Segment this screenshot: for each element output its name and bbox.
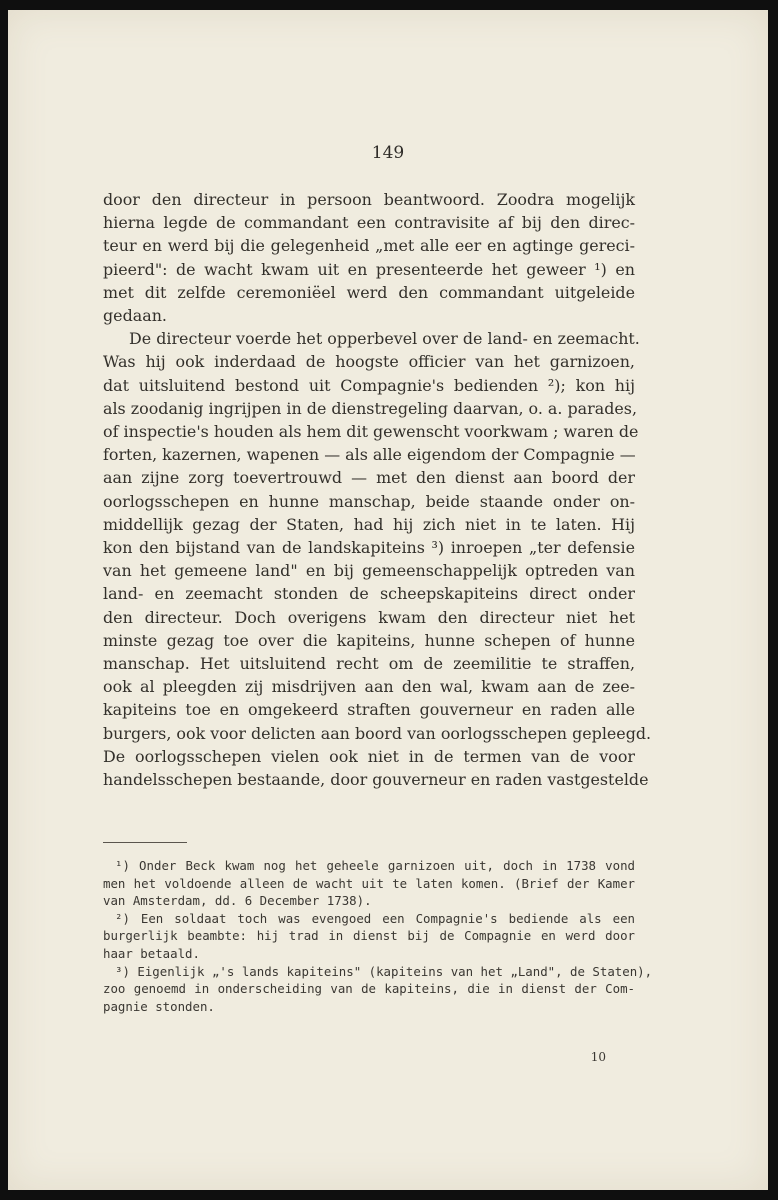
footnote-line: van Amsterdam, dd. 6 December 1738). [103,893,372,909]
body-line: pieerd": de wacht kwam uit en presenteerde het geweer ¹) en [103,259,635,279]
book-page [8,10,768,1190]
body-line: De directeur voerde het opperbevel over de land- en zeemacht. [129,329,640,349]
body-line: handelsschepen bestaande, door gouverneur en raden vastgestelde [103,770,649,790]
footnote-line: men het voldoende alleen de wacht uit te laten komen. (Brief der Kamer [103,875,635,891]
body-line: gedaan. [103,306,167,326]
footnote-line: ³) Eigenlijk „'s lands kapiteins" (kapiteins van het „Land", de Staten), [115,963,653,979]
body-line: minste gezag toe over die kapiteins, hunne schepen of hunne [103,630,635,650]
footnotes [103,857,653,1015]
body-line: ook al pleegden zij misdrijven aan den wal, kwam aan de zee- [103,677,635,697]
body-line: middellijk gezag der Staten, had hij zich niet in te laten. Hij [103,514,635,534]
body-line: hierna legde de commandant een contravisite af bij den direc- [103,213,635,233]
body-line: burgers, ook voor delicten aan boord van oorlogsschepen gepleegd. [103,723,652,743]
body-line: land- en zeemacht stonden de scheepskapiteins direct onder [103,584,635,604]
footnote-divider [103,842,187,843]
footnote-line: ²) Een soldaat toch was evengoed een Compagnie's bediende als een [115,910,635,926]
body-line: oorlogsschepen en hunne manschap, beide staande onder on- [103,491,635,511]
body-line: De oorlogsschepen vielen ook niet in de termen van de voor [103,746,635,766]
body-line: dat uitsluitend bestond uit Compagnie's bedienden ²); kon hij [103,375,635,395]
body-line: of inspectie's houden als hem dit gewenscht voorkwam ; waren de [103,422,639,442]
body-line: kon den bijstand van de landskapiteins ³) inroepen „ter defensie [103,538,635,558]
body-line: van het gemeene land" en bij gemeenschappelijk optreden van [103,561,635,581]
body-line: kapiteins toe en omgekeerd straften gouverneur en raden alle [103,700,635,720]
body-line: teur en werd bij die gelegenheid „met alle eer en agtinge gereci- [103,236,635,256]
body-line: aan zijne zorg toevertrouwd — met den dienst aan boord der [103,468,635,488]
body-line: forten, kazernen, wapenen — als alle eigendom der Compagnie — [103,445,636,465]
body-line: door den directeur in persoon beantwoord. Zoodra mogelijk [103,190,635,209]
footnote-line: pagnie stonden. [103,998,215,1014]
body-line: met dit zelfde ceremoniëel werd den commandant uitgeleide [103,282,635,302]
footnote-line: zoo genoemd in onderscheiding van de kapiteins, die in dienst der Com- [103,981,635,997]
footnote-line: haar betaald. [103,945,200,961]
body-line: manschap. Het uitsluitend recht om de zeemilitie te straffen, [103,654,635,674]
body-line: als zoodanig ingrijpen in de dienstregeling daarvan, o. a. parades, [103,398,638,418]
footnote-line: ¹) Onder Beck kwam nog het geheele garnizoen uit, doch in 1738 vond [115,858,635,873]
page-number: 149 [371,143,405,163]
body-line: Was hij ook inderdaad de hoogste officier van het garnizoen, [103,352,635,372]
body-text [103,188,652,791]
body-line: den directeur. Doch overigens kwam den directeur niet het [103,607,635,627]
signature-mark: 10 [590,1050,606,1064]
footnote-line: burgerlijk beambte: hij trad in dienst bij de Compagnie en werd door [103,928,635,944]
